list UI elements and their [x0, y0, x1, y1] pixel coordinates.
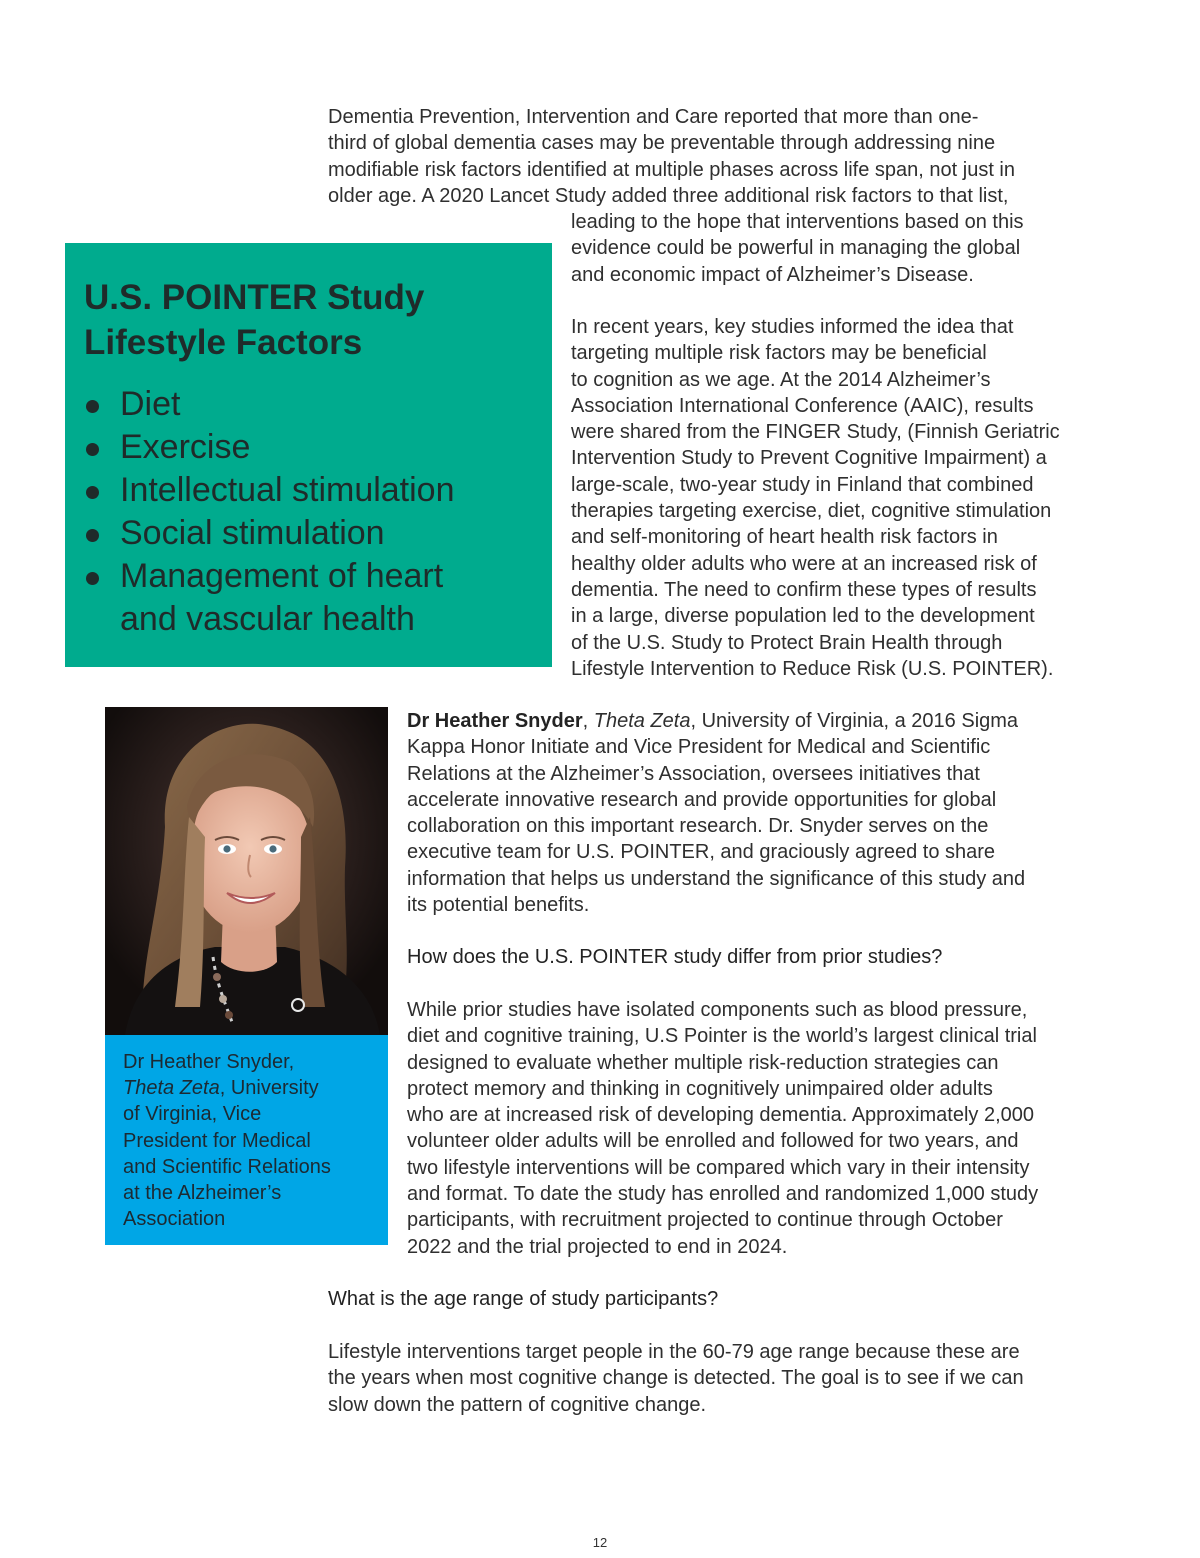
bio-chapter: Theta Zeta: [593, 710, 691, 732]
lifestyle-factors-box: [65, 243, 552, 667]
photo-caption: Dr Heather Snyder, Theta Zeta, University of Virginia, Vice President for Medical and Scientific Relations at the Alzheimer’s Association: [105, 1035, 388, 1245]
intro-paragraph: Dementia Prevention, Intervention and Care reported that more than one- third of global dementia cases may be preventable through addressing nine modifiable risk factors identified at multiple phases across life span, not just in older age. A 2020 Lancet Study added three additional risk factors to that list,: [328, 106, 1016, 207]
bullet-icon: [86, 486, 99, 499]
bio-paragraph: Dr Heather Snyder, Theta Zeta, University of Virginia, a 2016 Sigma Kappa Honor Initiate and Vice President for Medical and Scientific Relations at the Alzheimer’s Association, oversees initiatives that accelerate innovative research and provide opportunities for global collaboration on this important research. Dr. Snyder serves on the executive team for U.S. POINTER, and graciously agreed to share information that helps us understand the significance of this study and its potential benefits.: [407, 710, 1026, 917]
answer-paragraph-2: Lifestyle interventions target people in the 60-79 age range because these are the years when most cognitive change is detected. The goal is to see if we can slow down the pattern of cognitive change.: [328, 1341, 1024, 1416]
answer-paragraph-1: While prior studies have isolated components such as blood pressure, diet and cognitive training, U.S Pointer is the world’s largest clinical trial designed to evaluate whether multiple risk-reduction strategies can protect memory and thinking in cognitively unimpaired older adults who are at increased risk of developing dementia. Approximately 2,000 volunteer older adults will be enrolled and followed for two years, and two lifestyle interventions will be compared which vary in their intensity and format. To date the study has enrolled and randomized 1,000 study participants, with recruitment projected to continue through October 2022 and the trial projected to end in 2024.: [407, 999, 1039, 1258]
bullet-icon: [86, 572, 99, 585]
bio-name: Dr Heather Snyder: [407, 710, 583, 732]
portrait-illustration: [105, 707, 388, 1035]
bullet-icon: [86, 529, 99, 542]
list-item: Social stimulation: [84, 512, 534, 555]
lifestyle-factors-list: [84, 383, 534, 641]
question-heading-1: How does the U.S. POINTER study differ from prior studies?: [407, 946, 943, 968]
recent-studies-paragraph: In recent years, key studies informed the idea that targeting multiple risk factors may be beneficial to cognition as we age. At the 2014 Alzheimer’s Association International Conference (AAIC), results were shared from the FINGER Study, (Finnish Geriatric Intervention Study to Prevent Cognitive Impairment) a large-scale, two-year study in Finland that combined therapies targeting exercise, diet, cognitive stimulation and self-monitoring of heart health risk factors in healthy older adults who were at an increased risk of dementia. The need to confirm these types of results in a large, diverse population led to the development of the U.S. Study to Protect Brain Health through Lifestyle Intervention to Reduce Risk (U.S. POINTER).: [571, 316, 1060, 680]
list-item: Intellectual stimulation: [84, 469, 534, 512]
list-item: Management of heart and vascular health: [84, 555, 534, 641]
list-item: Exercise: [84, 426, 534, 469]
portrait-photo: [105, 707, 388, 1035]
page-number: 12: [592, 1535, 608, 1550]
question-heading-2: What is the age range of study participants?: [328, 1288, 719, 1310]
bullet-icon: [86, 400, 99, 413]
bullet-icon: [86, 443, 99, 456]
intro-paragraph-continued: leading to the hope that interventions based on this evidence could be powerful in managing the global and economic impact of Alzheimer’s Disease.: [571, 211, 1024, 286]
sidebar-title: U.S. POINTER Study Lifestyle Factors: [84, 278, 425, 362]
list-item: Diet: [84, 383, 534, 426]
caption-chapter: Theta Zeta: [123, 1077, 220, 1100]
